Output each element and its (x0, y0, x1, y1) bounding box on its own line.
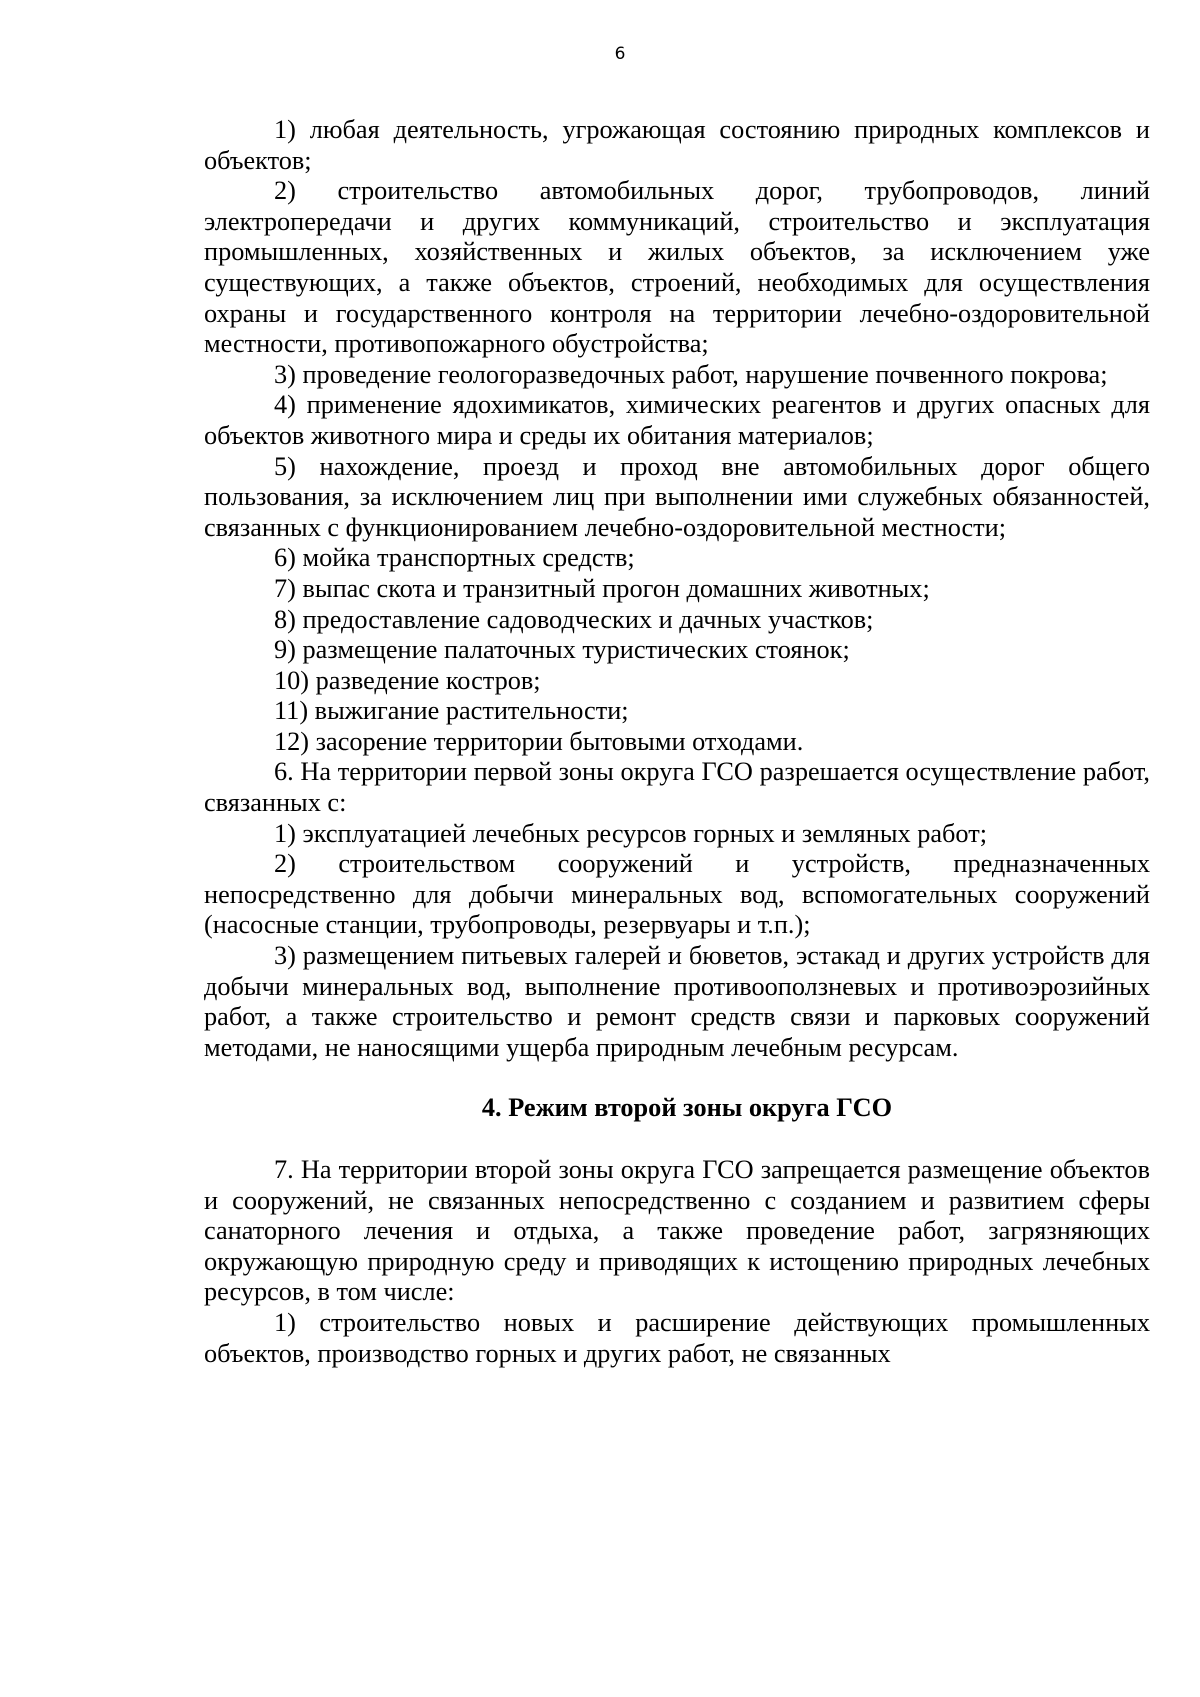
paragraph: 12) засорение территории бытовыми отходами. (274, 726, 804, 756)
document-body (204, 115, 1150, 1369)
section-heading: 4. Режим второй зоны округа ГСО (481, 1093, 893, 1123)
paragraph: 9) размещение палаточных туристических стоянок; (274, 635, 850, 665)
paragraph: 3) размещением питьевых галерей и бюветов, эстакад и других устройств для добычи минеральных вод, выполнение противооползневых и противоэрозийных работ, а также строительство и ремонт средств связи и парковых сооружений методами, не наносящими ущерба природным лечебным ресурсам. (204, 941, 1150, 1062)
paragraph: 6. На территории первой зоны округа ГСО разрешается осуществление работ, связанных с: (204, 757, 1150, 818)
paragraph: 6) мойка транспортных средств; (274, 543, 635, 573)
paragraph: 7) выпас скота и транзитный прогон домашних животных; (274, 573, 930, 603)
paragraph: 11) выжигание растительности; (274, 696, 629, 726)
paragraph: 3) проведение геологоразведочных работ, нарушение почвенного покрова; (274, 359, 1108, 389)
page-number: 6 (614, 44, 626, 64)
paragraph: 1) любая деятельность, угрожающая состоянию природных комплексов и объектов; (204, 115, 1150, 175)
paragraph: 1) строительство новых и расширение действующих промышленных объектов, производство горных и других работ, не связанных (204, 1307, 1150, 1368)
paragraph: 5) нахождение, проезд и проход вне автомобильных дорог общего пользования, за исключением лиц при выполнении ими служебных обязанностей, связанных с функционированием лечебно-оздоровительной местности; (204, 451, 1150, 542)
paragraph: 2) строительство автомобильных дорог, трубопроводов, линий электропередачи и других коммуникаций, строительство и эксплуатация промышленных, хозяйственных и жилых объектов, за исключением уже существующих, а также объектов, строений, необходимых для осуществления охраны и государственного контроля на территории лечебно-оздоровительной местности, противопожарного обустройства; (204, 176, 1150, 359)
paragraph: 2) строительством сооружений и устройств, предназначенных непосредственно для добычи минеральных вод, вспомогательных сооружений (насосные станции, трубопроводы, резервуары и т.п.); (204, 849, 1150, 940)
paragraph: 1) эксплуатацией лечебных ресурсов горных и земляных работ; (274, 818, 988, 848)
paragraph: 10) разведение костров; (274, 665, 541, 695)
paragraph: 8) предоставление садоводческих и дачных участков; (274, 604, 874, 634)
paragraph: 7. На территории второй зоны округа ГСО запрещается размещение объектов и сооружений, не связанных непосредственно с созданием и развитием сферы санаторного лечения и отдыха, а также проведение работ, загрязняющих окружающую природную среду и приводящих к истощению природных лечебных ресурсов, в том числе: (204, 1155, 1150, 1307)
paragraph: 4) применение ядохимикатов, химических реагентов и других опасных для объектов животного мира и среды их обитания материалов; (204, 390, 1150, 450)
